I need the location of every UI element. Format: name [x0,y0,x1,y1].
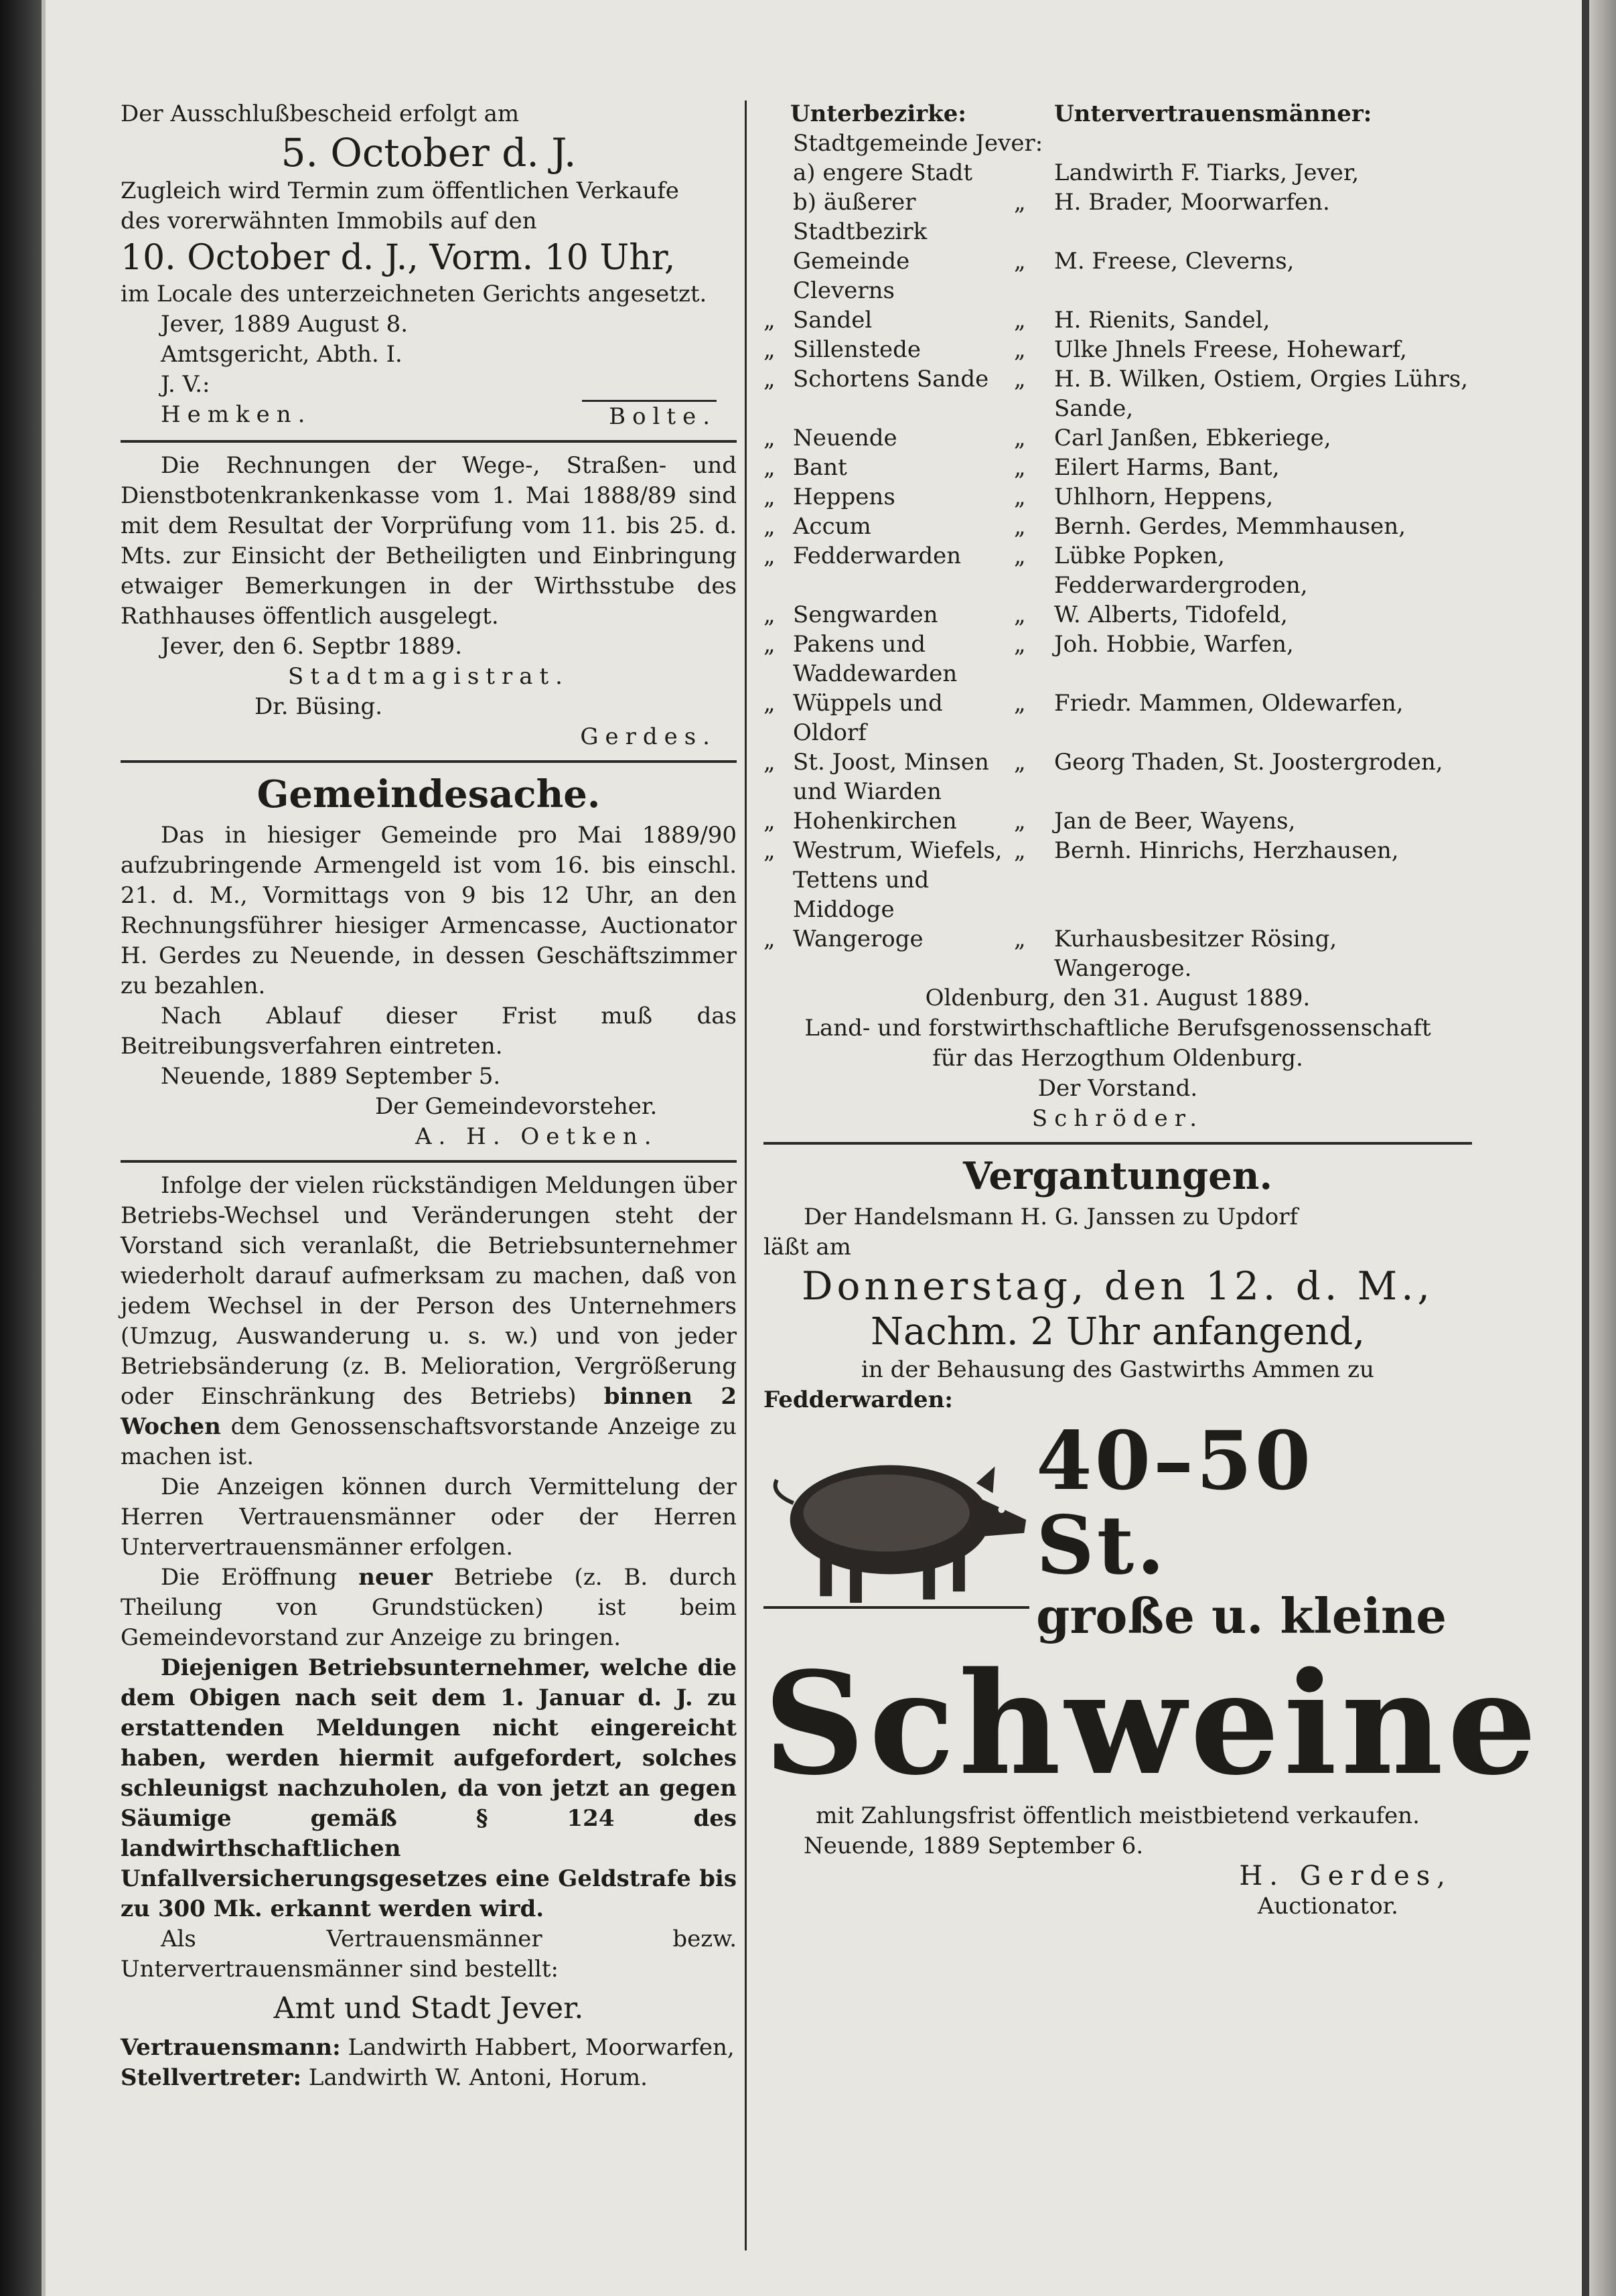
unterbezirk-cell: Sengwarden [793,601,938,628]
ditto-mark: „ [763,454,776,481]
unterbezirk-cell: Stadtgemeinde Jever: [793,130,1043,157]
notice-heading: Gemeindesache. [256,772,601,816]
untervertrauens-table [763,99,1472,983]
bold-span: binnen 2 Wochen [121,1383,737,1440]
signature: A. H. Oetken. [415,1123,658,1150]
signature: Gerdes. [580,723,717,750]
table-row [763,747,1472,806]
ditto-mark: „ [763,749,776,776]
unterbezirk-cell: St. Joost, Minsen und Wiarden [793,749,989,805]
vertrauensmann-cell: Eilert Harms, Bant, [1054,454,1280,481]
vertrauensmann-cell: Georg Thaden, St. Joostergroden, [1054,749,1443,776]
unterbezirk-cell: Accum [793,513,871,540]
column-divider [745,100,747,2250]
ditto-mark: „ [1014,189,1026,216]
vertrauensmann-cell: Landwirth F. Tiarks, Jever, [1054,159,1360,186]
ditto-mark: „ [763,307,776,334]
ditto-mark: „ [763,926,776,952]
table-row [763,364,1472,423]
text-span: Die Eröffnung [161,1564,338,1591]
table-row [763,630,1472,689]
pig-engraving-icon [763,1419,1029,1613]
unterbezirk-cell: Sillenstede [793,336,922,363]
text-line [121,2033,737,2063]
unterbezirk-cell: Pakens und Waddewarden [793,631,958,687]
org-line: J. V.: [161,371,210,398]
unterbezirk-cell: Hohenkirchen [793,808,957,835]
text-line: des vorerwähnten Immobils auf den [121,208,537,234]
ditto-mark: „ [763,837,776,864]
date-line: Jever, 1889 August 8. [161,311,409,338]
table-header [763,99,1472,129]
date-line: 5. October d. J. [281,130,577,175]
divider [763,1142,1472,1145]
table-row [763,512,1472,541]
unterbezirk-cell: Westrum, Wiefels, Tettens und Middoge [793,837,1003,923]
vertrauensmann-cell: Ulke Jhnels Freese, Hohewarf, [1054,336,1407,363]
table-row [763,541,1472,600]
notice-vergantungen [763,1153,1541,1922]
ditto-mark: „ [1014,336,1026,363]
label: Stellvertreter: [121,2064,302,2091]
divider [121,440,737,443]
unterbezirk-cell: Heppens [793,484,895,510]
sub-heading: Amt und Stadt Jever. [273,1991,584,2025]
notice-gemeindesache [121,771,737,1152]
ditto-mark [1014,158,1054,188]
date-line: Donnerstag, den 12. d. M., [801,1263,1434,1309]
sizes: große u. kleine [1036,1587,1447,1644]
pig-advert-text [1029,1414,1472,1644]
ditto-mark: „ [1014,248,1026,275]
unterbezirk-cell: Bant [793,454,847,481]
quantity: 40–50 St. [1036,1414,1314,1593]
signature-row [121,400,737,432]
unterbezirk-cell: b) äußerer Stadtbezirk [793,189,928,245]
ditto-mark [763,188,793,246]
org-line: Land- und forstwirthschaftliche Berufsgenossenschaft [804,1015,1431,1042]
notice-berufsgenossenschaft [121,1171,737,2093]
notice-text: Die Rechnungen der Wege-, Straßen- und Dienstbotenkrankenkasse vom 1. Mai 1888/89 sind mit dem Resultat der Vorprüfung vom 11. bis 25. d. Mts. zur Einsicht der Betheiligten und Einbringung etwaiger Bemerkungen in der Wirthsstube des Rathhauses öffentlich ausgelegt. [121,452,737,630]
vertrauensmann-cell: H. Brader, Moorwarfen. [1054,189,1330,216]
scan-shadow [0,0,47,2296]
ditto-mark: „ [763,366,776,392]
vertrauensmann-cell: Bernh. Gerdes, Memmhausen, [1054,513,1406,540]
bold-span: neuer [358,1564,433,1591]
notice-heading: Vergantungen. [963,1154,1272,1198]
notice-text [121,1563,737,1653]
left-column [121,99,737,2093]
table-row [763,129,1472,158]
table-row [763,806,1472,836]
right-column [763,99,1541,1922]
scan-edge [1589,0,1616,2296]
org-line: Stadtmagistrat. [288,663,569,690]
vertrauensmann-cell: H. Rienits, Sandel, [1054,307,1270,334]
org-line: Der Vorstand. [1037,1075,1198,1102]
vertrauensmann-cell: Lübke Popken, Fedderwardergroden, [1054,543,1308,599]
role-line: Auctionator. [1257,1893,1398,1920]
ditto-mark: „ [1014,926,1026,952]
table-row [763,246,1472,305]
table-row [763,423,1472,453]
column-header: Unterbezirke: [790,100,966,127]
date-line: 10. October d. J., Vorm. 10 Uhr, [121,238,676,278]
table-row [763,188,1472,246]
table-row [763,689,1472,747]
ditto-mark: „ [1014,307,1026,334]
notice-auction-court [121,99,737,432]
ditto-mark: „ [1014,425,1026,451]
table-row [763,836,1472,924]
ditto-mark: „ [1014,808,1026,835]
text-line: Der Handelsmann H. G. Janssen zu Updorf [804,1204,1299,1230]
vertrauensmann-cell: Jan de Beer, Wayens, [1054,808,1296,835]
table-row [763,305,1472,335]
text-line: läßt am [763,1234,851,1261]
ditto-mark: „ [1014,749,1026,776]
value: Landwirth Habbert, Moorwarfen, [348,2034,735,2061]
newspaper-page [42,0,1582,2296]
ditto-mark: „ [763,808,776,835]
table-row [763,335,1472,364]
ditto-mark: „ [1014,454,1026,481]
place-line: Fedderwarden: [763,1386,953,1413]
signature: H. Gerdes, [1239,1861,1452,1891]
notice-text: Das in hiesiger Gemeinde pro Mai 1889/90 aufzubringende Armengeld ist vom 16. bis einschl. 21. d. M., Vormittags von 9 bis 12 Uhr, an den Rechnungsführer hiesiger Armencasse, Auctionator H. Gerdes zu Neuende, in dessen Geschäftszimmer zu bezahlen. [121,822,737,999]
unterbezirk-cell: Fedderwarden [793,543,962,569]
date-line: Neuende, 1889 September 5. [161,1063,501,1090]
signature: Bolte. [582,400,717,432]
table-row [763,158,1472,188]
ditto-mark: „ [1014,601,1026,628]
ditto-mark: „ [1014,513,1026,540]
text-line: Zugleich wird Termin zum öffentlichen Verkaufe [121,177,679,204]
signature: Schröder. [1031,1105,1204,1132]
divider [121,1160,737,1163]
label: Vertrauensmann: [121,2034,341,2061]
text-span: Infolge der vielen rückständigen Meldungen über Betriebs-Wechsel und Veränderungen steht der Vorstand sich veranlaßt, die Betriebsunternehmer wiederholt darauf aufmerksam zu machen, daß von jedem Wechsel in der Person des Unternehmers (Umzug, Auswanderung u. s. w.) und von jeder Betriebsänderung (z. B. Melioration, Vergrößerung oder Einschränkung des Betriebs) [121,1172,737,1410]
text-line [121,2063,737,2093]
unterbezirk-cell: Schortens Sande [793,366,989,392]
ditto-mark: „ [1014,366,1026,392]
ditto-mark: „ [763,336,776,363]
unterbezirk-cell: Wangeroge [793,926,924,952]
ditto-mark: „ [763,484,776,510]
pig-advert [763,1414,1472,1644]
vertrauensmann-cell: Joh. Hobbie, Warfen, [1054,631,1294,658]
notice-text [121,1171,737,1472]
table-row [763,453,1472,482]
vertrauensmann-cell: W. Alberts, Tidofeld, [1054,601,1288,628]
value: Landwirth W. Antoni, Horum. [308,2064,648,2091]
text-line: mit Zahlungsfrist öffentlich meistbietend verkaufen. [816,1802,1420,1829]
signature: Dr. Büsing. [254,693,383,720]
org-line: Der Gemeindevorsteher. [375,1093,658,1120]
ditto-mark: „ [1014,484,1026,510]
notice-accounts [121,451,737,752]
vertrauensmann-cell: H. B. Wilken, Ostiem, Orgies Lührs, Sande, [1054,366,1469,422]
table-row [763,482,1472,512]
divider [121,760,737,763]
berufsgenossenschaft-footer [763,983,1472,1134]
notice-text-bold: Diejenigen Betriebsunternehmer, welche die dem Obigen nach seit dem 1. Januar d. J. zu erstattenden Meldungen nicht eingereicht haben, werden hiermit aufgefordert, solches schleunigst nachzuholen, da von jetzt an gegen Säumige gemäß § 124 des landwirthschaftlichen Unfallversicherungsgesetzes eine Geldstrafe bis zu 300 Mk. erkannt werden wird. [121,1654,737,1922]
unterbezirk-cell: a) engere Stadt [793,159,973,186]
ditto-mark: „ [1014,690,1026,717]
time-line: Nachm. 2 Uhr anfangend, [870,1310,1366,1354]
unterbezirk-cell: Neuende [793,425,897,451]
vertrauensmann-cell: Uhlhorn, Heppens, [1054,484,1274,510]
advert-headline: Schweine [763,1641,1541,1806]
date-line: Neuende, 1889 September 6. [804,1833,1144,1859]
vertrauensmann-cell: Bernh. Hinrichs, Herzhausen, [1054,837,1399,864]
text-line: im Locale des unterzeichneten Gerichts angesetzt. [121,281,707,307]
vertrauensmann-cell [1054,129,1472,158]
column-header: Untervertrauensmänner: [1054,100,1372,127]
vertrauensmann-cell: Kurhausbesitzer Rösing, Wangeroge. [1054,926,1337,982]
text-line: in der Behausung des Gastwirths Ammen zu [861,1356,1374,1383]
ditto-mark: „ [763,543,776,569]
signature: Hemken. [161,401,312,428]
ditto-mark: „ [763,631,776,658]
ditto-mark: „ [1014,543,1026,569]
vertrauensmann-cell: Friedr. Mammen, Oldewarfen, [1054,690,1404,717]
ditto-mark: „ [1014,631,1026,658]
unterbezirk-cell: Sandel [793,307,873,334]
date-line: Jever, den 6. Septbr 1889. [161,633,463,660]
ditto-mark: „ [763,690,776,717]
ditto-mark [763,246,793,305]
ditto-mark: „ [763,513,776,540]
vertrauensmann-cell: Carl Janßen, Ebkeriege, [1054,425,1331,451]
date-line: Oldenburg, den 31. August 1889. [925,985,1311,1011]
org-line: Amtsgericht, Abth. I. [161,341,402,368]
ditto-mark: „ [763,601,776,628]
org-line: für das Herzogthum Oldenburg. [932,1045,1303,1072]
notice-text: Als Vertrauensmänner bezw. Untervertrauensmänner sind bestellt: [121,1926,737,1983]
ditto-mark [763,129,793,158]
table-row [763,600,1472,630]
text-span: dem Genossenschaftsvorstande Anzeige zu machen ist. [121,1413,737,1470]
unterbezirk-cell: Gemeinde Cleverns [793,248,910,304]
text-span: Betriebe (z. B. durch Theilung von Grundstücken) ist beim Gemeindevorstand zur Anzeige zu bringen. [121,1564,737,1651]
ditto-mark: „ [763,425,776,451]
vertrauensmann-cell: M. Freese, Cleverns, [1054,248,1295,275]
notice-text: Die Anzeigen können durch Vermittelung der Herren Vertrauensmänner oder der Herren Untervertrauensmänner erfolgen. [121,1474,737,1561]
notice-text: Nach Ablauf dieser Frist muß das Beitreibungsverfahren eintreten. [121,1003,737,1060]
unterbezirk-cell: Wüppels und Oldorf [793,690,943,746]
ditto-mark: „ [1014,837,1026,864]
table-row [763,924,1472,983]
ditto-mark [763,158,793,188]
text-line: Der Ausschlußbescheid erfolgt am [121,100,520,127]
